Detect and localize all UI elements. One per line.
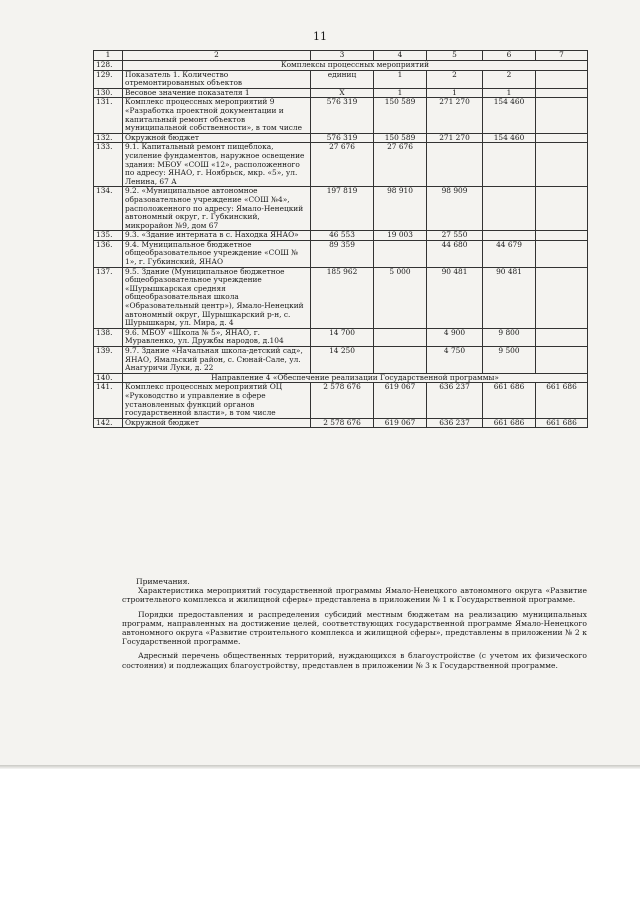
cell-value: 27 676 <box>311 143 374 187</box>
table-row <box>94 231 588 241</box>
column-header: 3 <box>311 51 374 61</box>
cell-value: 271 270 <box>427 98 483 133</box>
row-name: Весовое значение показателя 1 <box>123 88 311 98</box>
row-name: Комплекс процессных мероприятий 9 «Разработка проектной документации и капитальный ремонт объектов муниципальной собственности», в том числе <box>123 98 311 133</box>
cell-value <box>536 133 588 143</box>
notes-section <box>122 577 587 675</box>
cell-value <box>536 267 588 328</box>
cell-value: 89 359 <box>311 240 374 267</box>
cell-value: 197 819 <box>311 187 374 231</box>
note-paragraph: Порядки предоставления и распределения субсидий местным бюджетам на реализацию муниципальных программ, направленных на достижение целей, соответствующих государственной программе Ямало-Ненецкого автономного округа «Развитие строительного комплекса и жилищной сферы», представлены в приложении № 2 к Государственной программе. <box>122 609 587 647</box>
cell-value: 14 700 <box>311 328 374 346</box>
cell-value: 19 003 <box>374 231 427 241</box>
cell-value: 1 <box>427 88 483 98</box>
cell-value: 154 460 <box>483 133 536 143</box>
section-row <box>94 61 588 71</box>
cell-value <box>536 347 588 374</box>
cell-value: 14 250 <box>311 347 374 374</box>
cell-value: 661 686 <box>483 418 536 428</box>
cell-value: 271 270 <box>427 133 483 143</box>
row-number: 137. <box>94 267 123 328</box>
cell-value <box>374 328 427 346</box>
row-number: 128. <box>94 61 123 71</box>
row-name: Окружной бюджет <box>123 418 311 428</box>
table-row <box>94 143 588 187</box>
table-row <box>94 383 588 418</box>
cell-value: 661 686 <box>483 383 536 418</box>
cell-value: 27 550 <box>427 231 483 241</box>
cell-value: 619 067 <box>374 418 427 428</box>
row-number: 136. <box>94 240 123 267</box>
section-row <box>94 373 588 383</box>
cell-value: Х <box>311 88 374 98</box>
row-number: 140. <box>94 373 123 383</box>
row-name: Окружной бюджет <box>123 133 311 143</box>
table-row <box>94 70 588 88</box>
row-number: 141. <box>94 383 123 418</box>
cell-value: 661 686 <box>536 418 588 428</box>
column-header: 2 <box>123 51 311 61</box>
cell-value: 2 578 676 <box>311 418 374 428</box>
table-row <box>94 418 588 428</box>
row-number: 142. <box>94 418 123 428</box>
section-title: Комплексы процессных мероприятий <box>123 61 588 71</box>
cell-value: 636 237 <box>427 383 483 418</box>
cell-value <box>536 98 588 133</box>
row-name: Комплекс процессных мероприятий ОЦ «Руководство и управление в сфере установленных функций органов государственной власти», в том числе <box>123 383 311 418</box>
cell-value <box>536 187 588 231</box>
row-name: 9.6. МБОУ «Школа № 5», ЯНАО, г. Муравленко, ул. Дружбы народов, д.104 <box>123 328 311 346</box>
cell-value: 150 589 <box>374 133 427 143</box>
cell-value <box>483 143 536 187</box>
row-number: 130. <box>94 88 123 98</box>
cell-value: 44 679 <box>483 240 536 267</box>
cell-value: 619 067 <box>374 383 427 418</box>
row-name: 9.2. «Муниципальное автономное образовательное учреждение «СОШ №4», расположенного по адресу: Ямало-Ненецкий автономный округ, г. Губкинский, микрорайон №9, дом 67 <box>123 187 311 231</box>
cell-value: 2 <box>483 70 536 88</box>
row-number: 132. <box>94 133 123 143</box>
cell-value: 4 900 <box>427 328 483 346</box>
cell-value: 576 319 <box>311 133 374 143</box>
row-number: 139. <box>94 347 123 374</box>
row-number: 138. <box>94 328 123 346</box>
table-row <box>94 98 588 133</box>
row-number: 129. <box>94 70 123 88</box>
cell-value: 9 500 <box>483 347 536 374</box>
table-row <box>94 88 588 98</box>
row-number: 134. <box>94 187 123 231</box>
note-paragraph: Характеристика мероприятий государственной программы Ямало-Ненецкого автономного округа «Развитие строительного комплекса и жилищной сферы» представлена в приложении № 1 к Государственной программе. <box>122 586 587 605</box>
row-name: 9.1. Капитальный ремонт пищеблока, усиление фундаментов, наружное освещение здания: МБОУ «СОШ «12», расположенного по адресу: ЯНАО, г. Ноябрьск, мкр. «5», ул. Ленина, 67 А <box>123 143 311 187</box>
cell-value <box>536 328 588 346</box>
program-table <box>93 50 588 428</box>
row-number: 131. <box>94 98 123 133</box>
table-row <box>94 240 588 267</box>
column-header: 1 <box>94 51 123 61</box>
cell-value: 4 750 <box>427 347 483 374</box>
row-name: 9.3. «Здание интерната в с. Находка ЯНАО» <box>123 231 311 241</box>
cell-value: 90 481 <box>427 267 483 328</box>
cell-value: 576 319 <box>311 98 374 133</box>
table-row <box>94 133 588 143</box>
cell-value: 661 686 <box>536 383 588 418</box>
column-header: 5 <box>427 51 483 61</box>
column-header: 7 <box>536 51 588 61</box>
cell-value: 9 800 <box>483 328 536 346</box>
cell-value <box>536 231 588 241</box>
cell-value: 98 910 <box>374 187 427 231</box>
cell-value <box>483 231 536 241</box>
cell-value: 46 553 <box>311 231 374 241</box>
cell-value <box>536 143 588 187</box>
cell-value: 2 <box>427 70 483 88</box>
cell-value: 1 <box>483 88 536 98</box>
cell-value <box>427 143 483 187</box>
table-row <box>94 328 588 346</box>
column-header: 6 <box>483 51 536 61</box>
column-header: 4 <box>374 51 427 61</box>
cell-value: 98 909 <box>427 187 483 231</box>
cell-value <box>536 88 588 98</box>
row-name: 9.4. Муниципальное бюджетное общеобразовательное учреждение «СОШ № 1», г. Губкинский, ЯНАО <box>123 240 311 267</box>
cell-value <box>483 187 536 231</box>
cell-value: 154 460 <box>483 98 536 133</box>
cell-value: 1 <box>374 70 427 88</box>
row-name: 9.5. Здание (Муниципальное бюджетное общеобразовательное учреждение «Шурышкарская средняя общеобразовательная школа «Образовательный центр»), Ямало-Ненецкий автономный округ, Шурышкарский р-н, с. Шурышкары, ул. Мира, д. 4 <box>123 267 311 328</box>
notes-title: Примечания. <box>136 577 190 586</box>
cell-value: 90 481 <box>483 267 536 328</box>
row-name: Показатель 1. Количество отремонтированных объектов <box>123 70 311 88</box>
scan-edge <box>0 765 640 769</box>
row-number: 135. <box>94 231 123 241</box>
page-number: 11 <box>313 30 327 43</box>
cell-value: 150 589 <box>374 98 427 133</box>
cell-value: 1 <box>374 88 427 98</box>
table-row <box>94 267 588 328</box>
note-paragraph: Адресный перечень общественных территорий, нуждающихся в благоустройстве (с учетом их физического состояния) и подлежащих благоустройству, представлен в приложении № 3 к Государственной программе. <box>122 651 587 670</box>
cell-value <box>374 240 427 267</box>
cell-value: единиц <box>311 70 374 88</box>
row-name: 9.7. Здание «Начальная школа-детский сад», ЯНАО, Ямальский район, с. Сюнай-Сале, ул. Анагуричи Луки, д. 22 <box>123 347 311 374</box>
section-title: Направление 4 «Обеспечение реализации Государственной программы» <box>123 373 588 383</box>
cell-value: 27 676 <box>374 143 427 187</box>
cell-value: 185 962 <box>311 267 374 328</box>
cell-value: 44 680 <box>427 240 483 267</box>
table-header-row <box>94 51 588 61</box>
cell-value <box>374 347 427 374</box>
cell-value: 5 000 <box>374 267 427 328</box>
cell-value <box>536 70 588 88</box>
cell-value: 636 237 <box>427 418 483 428</box>
table-row <box>94 187 588 231</box>
cell-value <box>536 240 588 267</box>
cell-value: 2 578 676 <box>311 383 374 418</box>
table-row <box>94 347 588 374</box>
row-number: 133. <box>94 143 123 187</box>
